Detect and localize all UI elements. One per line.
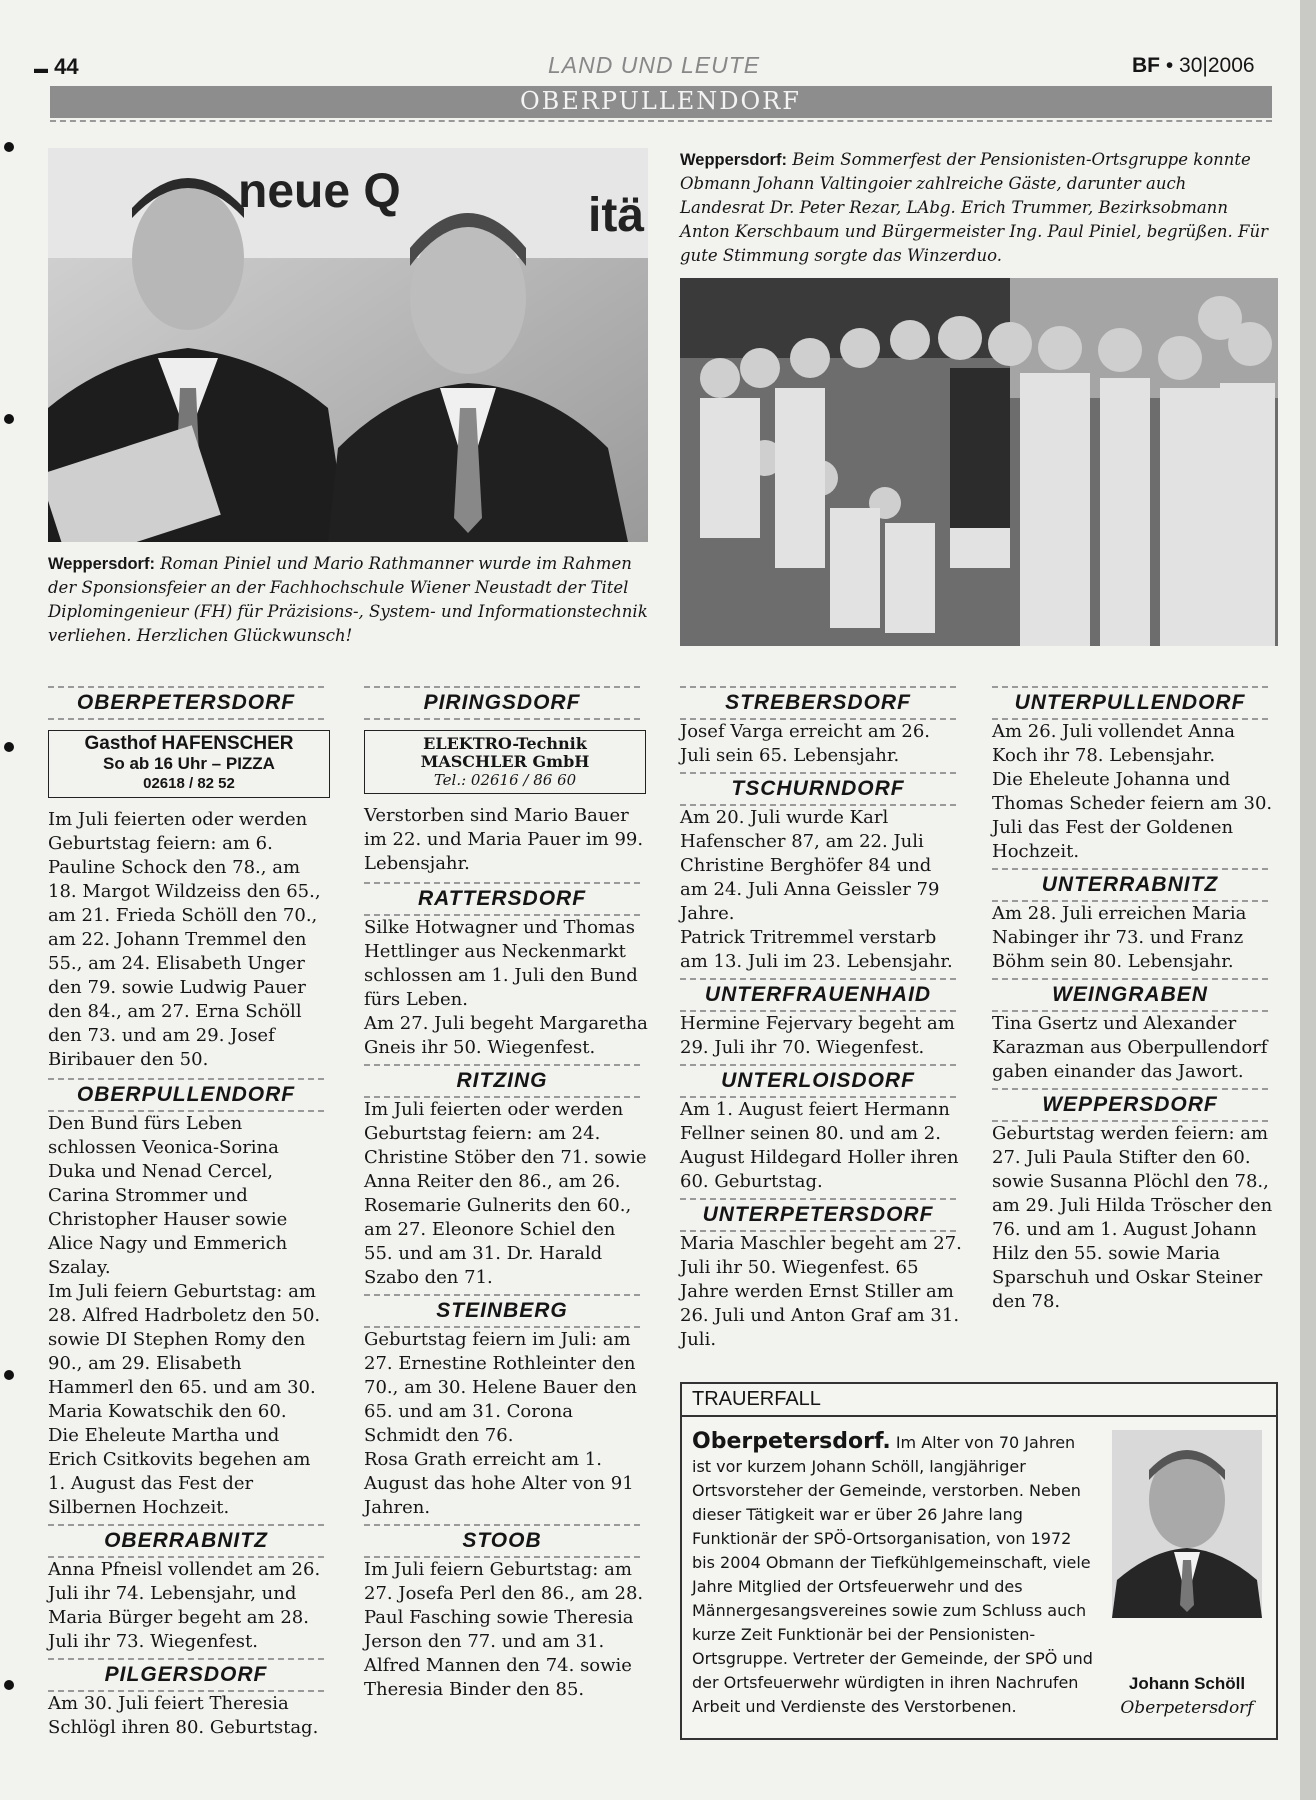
paragraph: Hermine Fejervary begeht am 29. Juli ihr 70. Wiegenfest. (680, 1013, 955, 1058)
heading-piringsdorf: PIRINGSDORF (364, 686, 640, 720)
paragraph: Anna Pfneisl vollendet am 26. Juli ihr 74. Lebensjahr, und Maria Bürger begeht am 28. Juli ihr 73. Wiegenfest. (48, 1559, 321, 1652)
paragraph: Im Juli feiern Geburtstag: am 27. Josefa Perl den 86., am 28. Paul Fasching sowie Theresia Jerson den 77. und am 31. Alfred Mannen den 74. sowie Theresia Binder den 85. (364, 1559, 644, 1700)
caption-place: Weppersdorf: (680, 151, 787, 169)
obituary-body: Im Alter von 70 Jahren ist vor kurzem Johann Schöll, langjähriger Ortsvorsteher der Gemeinde, verstorben. Neben dieser Tätigkeit war er über 26 Jahre lang Funktionär der SPÖ-Ortsorganisation, von 1972 bis 2004 Obmann der Tiefkühlgemeinschaft, viele Jahre Mitglied der Ortsfeuerwehr und des Männergesangsvereines sowie zum Schluss auch kurze Zeit Funktionär bei der Pensionisten-Ortsgruppe. Vertreter der Gemeinde, der SPÖ und der Ortsfeuerwehr würdigten in ihren Nachrufen Arbeit und Verdienste des Verstorbenen. (692, 1433, 1093, 1716)
obituary-text (692, 1430, 1096, 1719)
ad-line: So ab 16 Uhr – PIZZA (103, 754, 275, 773)
obituary-box (680, 1382, 1278, 1740)
column-4 (992, 686, 1276, 1314)
heading-oberpullendorf: OBERPULLENDORF (48, 1078, 324, 1112)
paragraph: Am 1. August feiert Hermann Fellner seinen 80. und am 2. August Hildegard Holler ihren 60. Geburtstag. (680, 1099, 959, 1192)
caption-place: Weppersdorf: (48, 555, 155, 573)
paragraph: Tina Gsertz und Alexander Karazman aus Oberpullendorf gaben einander das Jawort. (992, 1013, 1268, 1082)
paragraph: Maria Maschler begeht am 27. Juli ihr 50. Wiegenfest. 65 Jahre werden Ernst Stiller am 26. Juli und Anton Graf am 31. Juli. (680, 1233, 962, 1350)
heading-oberrabnitz: OBERRABNITZ (48, 1524, 324, 1558)
paragraph: Am 30. Juli feiert Theresia Schlögl ihren 80. Geburtstag. (48, 1693, 319, 1738)
heading-steinberg: STEINBERG (364, 1294, 640, 1328)
photo-sign-text-right: itä (588, 189, 645, 242)
header-divider (50, 120, 1272, 122)
ad-title: Gasthof HAFENSCHER (84, 733, 294, 754)
photo-graduates (48, 148, 648, 542)
page-number: ▬ 44 (34, 54, 79, 79)
paragraph: Am 27. Juli begeht Margaretha Gneis ihr 50. Wiegenfest. (364, 1013, 648, 1058)
paragraph: Rosa Grath erreicht am 1. August das hohe Alter von 91 Jahren. (364, 1449, 634, 1518)
paragraph: Die Eheleute Johanna und Thomas Scheder feiern am 30. Juli das Fest der Goldenen Hochzeit. (992, 769, 1273, 862)
paragraph: Die Eheleute Martha und Erich Csitkovits begehen am 1. August das Fest der Silbernen Hochzeit. (48, 1425, 311, 1518)
portrait-photo (1112, 1430, 1262, 1618)
ad-line: MASCHLER GmbH (420, 752, 590, 771)
region-title: OBERPULLENDORF (520, 87, 801, 115)
column-1 (48, 686, 332, 1740)
paragraph: Am 20. Juli wurde Karl Hafenscher 87, am 22. Juli Christine Berghöfer 84 und am 24. Juli Anna Geissler 79 Jahre. (680, 807, 940, 924)
heading-unterfrauenhaid: UNTERFRAUENHAID (680, 978, 956, 1012)
margin-mark (4, 414, 14, 424)
ad-gasthof-hafenscher (48, 730, 330, 798)
heading-pilgersdorf: PILGERSDORF (48, 1658, 324, 1692)
paragraph: Im Juli feierten oder werden Geburtstag feiern: am 24. Christine Stöber den 71. sowie Anna Reiter den 86., am 26. Rosemarie Gulnerits den 60., am 27. Eleonore Schiel den 55. und am 31. Dr. Harald Szabo den 71. (364, 1099, 647, 1288)
column-2 (364, 686, 648, 1702)
margin-mark (4, 142, 14, 152)
paragraph: Silke Hotwagner und Thomas Hettlinger aus Neckenmarkt schlossen am 1. Juli den Bund fürs Leben. (364, 917, 638, 1010)
paragraph: Im Juli feiern Geburtstag: am 28. Alfred Hadrboletz den 50. sowie DI Stephen Romy den 90., am 29. Elisabeth Hammerl den 65. und am 30. Maria Kowatschik den 60. (48, 1281, 321, 1422)
heading-unterloisdorf: UNTERLOISDORF (680, 1064, 956, 1098)
ad-elektro-maschler (364, 730, 646, 794)
heading-weppersdorf: WEPPERSDORF (992, 1088, 1268, 1122)
caption-text: Roman Piniel und Mario Rathmanner wurde im Rahmen der Sponsionsfeier an der Fachhochschule Wiener Neustadt der Titel Diplomingenieur (FH) für Präzisions-, System- und Informationstechnik verliehen. Herzlichen Glückwunsch! (48, 554, 648, 645)
heading-ritzing: RITZING (364, 1064, 640, 1098)
heading-stoob: STOOB (364, 1524, 640, 1558)
heading-unterpullendorf: UNTERPULLENDORF (992, 686, 1268, 720)
margin-mark (4, 1370, 14, 1380)
obituary-place: Oberpetersdorf. (692, 1429, 891, 1454)
caption-sommerfest (680, 148, 1274, 268)
heading-weingraben: WEINGRABEN (992, 978, 1268, 1012)
ad-title: ELEKTRO-Technik (423, 734, 587, 753)
paragraph: Geburtstag werden feiern: am 27. Juli Paula Stifter den 60. sowie Susanna Plöchl den 78., am 29. Juli Hilda Tröscher den 76. und am 1. August Johann Hilz den 55. sowie Maria Sparschuh und Oskar Steiner den 78. (992, 1123, 1273, 1312)
portrait-place: Oberpetersdorf (1120, 1698, 1254, 1718)
scan-edge (1300, 0, 1316, 1800)
heading-unterrabnitz: UNTERRABNITZ (992, 868, 1268, 902)
margin-mark (4, 742, 14, 752)
paragraph: Am 26. Juli vollendet Anna Koch ihr 78. Lebensjahr. (992, 721, 1235, 766)
caption-text: Beim Sommerfest der Pensionisten-Ortsgruppe konnte Obmann Johann Valtingoier zahlreiche Gäste, darunter auch Landesrat Dr. Peter Rezar, LAbg. Erich Trummer, Bezirksobmann Anton Kerschbaum und Bürgermeister Ing. Paul Piniel, begrüßen. Für gute Stimmung sorgte das Winzerduo. (680, 150, 1268, 265)
paragraph: Josef Varga erreicht am 26. Juli sein 65. Lebensjahr. (680, 721, 931, 766)
heading-tschurndorf: TSCHURNDORF (680, 772, 956, 806)
margin-mark (4, 1680, 14, 1690)
heading-unterpetersdorf: UNTERPETERSDORF (680, 1198, 956, 1232)
section-title: LAND UND LEUTE (548, 52, 761, 78)
region-bar (50, 86, 1272, 118)
heading-rattersdorf: RATTERSDORF (364, 882, 640, 916)
heading-oberpetersdorf: OBERPETERSDORF (48, 686, 324, 720)
issue-info: BF • 30|2006 (1132, 54, 1255, 77)
photo-sign-text: neue Q (238, 165, 401, 218)
portrait-name: Johann Schöll (1128, 1674, 1246, 1693)
paragraph: Im Juli feierten oder werden Geburtstag feiern: am 6. Pauline Schock den 78., am 18. Margot Wildzeiss den 65., am 21. Frieda Schöll den 70., am 22. Johann Tremmel den 55., am 24. Elisabeth Unger den 79. sowie Ludwig Pauer den 84., am 27. Erna Schöll den 73. und am 29. Josef Biribauer den 50. (48, 809, 321, 1070)
paragraph: Am 28. Juli erreichen Maria Nabinger ihr 73. und Franz Böhm sein 80. Lebensjahr. (992, 903, 1247, 972)
photo-sommerfest-group (680, 278, 1278, 646)
paragraph: Geburtstag feiern im Juli: am 27. Ernestine Rothleinter den 70., am 30. Helene Bauer den 65. und am 31. Corona Schmidt den 76. (364, 1329, 637, 1446)
paragraph: Verstorben sind Mario Bauer im 22. und Maria Pauer im 99. Lebensjahr. (364, 805, 644, 874)
obituary-title: TRAUERFALL (682, 1384, 1276, 1417)
heading-strebersdorf: STREBERSDORF (680, 686, 956, 720)
ad-phone: Tel.: 02616 / 86 60 (433, 771, 577, 789)
paragraph: Patrick Tritremmel verstarb am 13. Juli im 23. Lebensjahr. (680, 927, 953, 972)
ad-phone: 02618 / 82 52 (143, 775, 235, 792)
paragraph: Den Bund fürs Leben schlossen Veonica-Sorina Duka und Nenad Cercel, Carina Strommer und Christopher Hauser sowie Alice Nagy und Emmerich Szalay. (48, 1113, 288, 1278)
caption-graduates (48, 552, 648, 648)
column-3 (680, 686, 964, 1352)
